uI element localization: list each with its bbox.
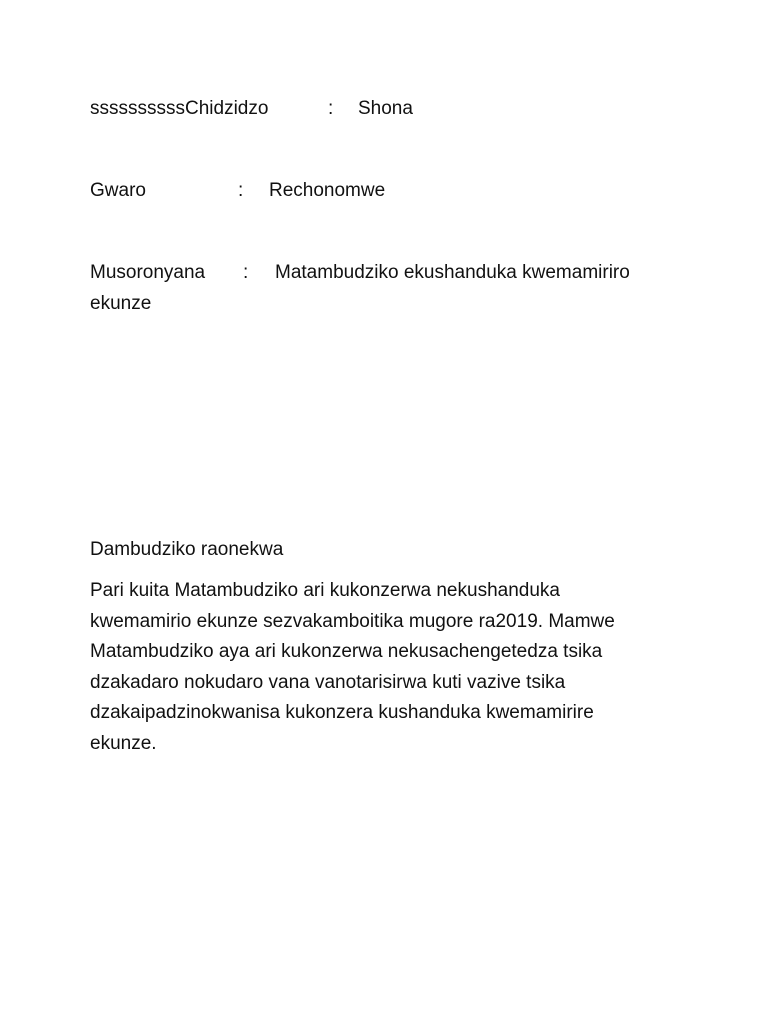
subject-label: ssssssssssChidzidzo: [90, 98, 269, 119]
subject-value: Shona: [358, 98, 413, 119]
subject-colon: :: [328, 98, 334, 119]
topic-colon: :: [243, 262, 249, 283]
paragraph-line: dzakadaro nokudaro vana vanotarisirwa kuti vazive tsika: [90, 671, 566, 693]
document-label: Gwaro: [90, 180, 146, 201]
topic-value: Matambudziko ekushanduka kwemamiriro: [275, 262, 630, 283]
topic-continuation: ekunze: [90, 293, 152, 314]
document-colon: :: [238, 180, 244, 201]
section-heading: Dambudziko raonekwa: [90, 539, 284, 560]
paragraph-line: Matambudziko aya ari kukonzerwa nekusachengetedza tsika: [90, 641, 603, 662]
topic-label: Musoronyana: [90, 262, 206, 283]
paragraph-line: Pari kuita Matambudziko ari kukonzerwa nekushanduka: [90, 580, 560, 601]
paragraph-line: dzakaipadzinokwanisa kukonzera kushanduka kwemamirire: [90, 702, 594, 723]
paragraph-line: kwemamirio ekunze sezvakamboitika mugore ra2019. Mamwe: [90, 610, 615, 632]
paragraph-line: ekunze.: [90, 732, 157, 754]
document-value: Rechonomwe: [269, 180, 386, 201]
body-paragraph: [90, 576, 690, 759]
